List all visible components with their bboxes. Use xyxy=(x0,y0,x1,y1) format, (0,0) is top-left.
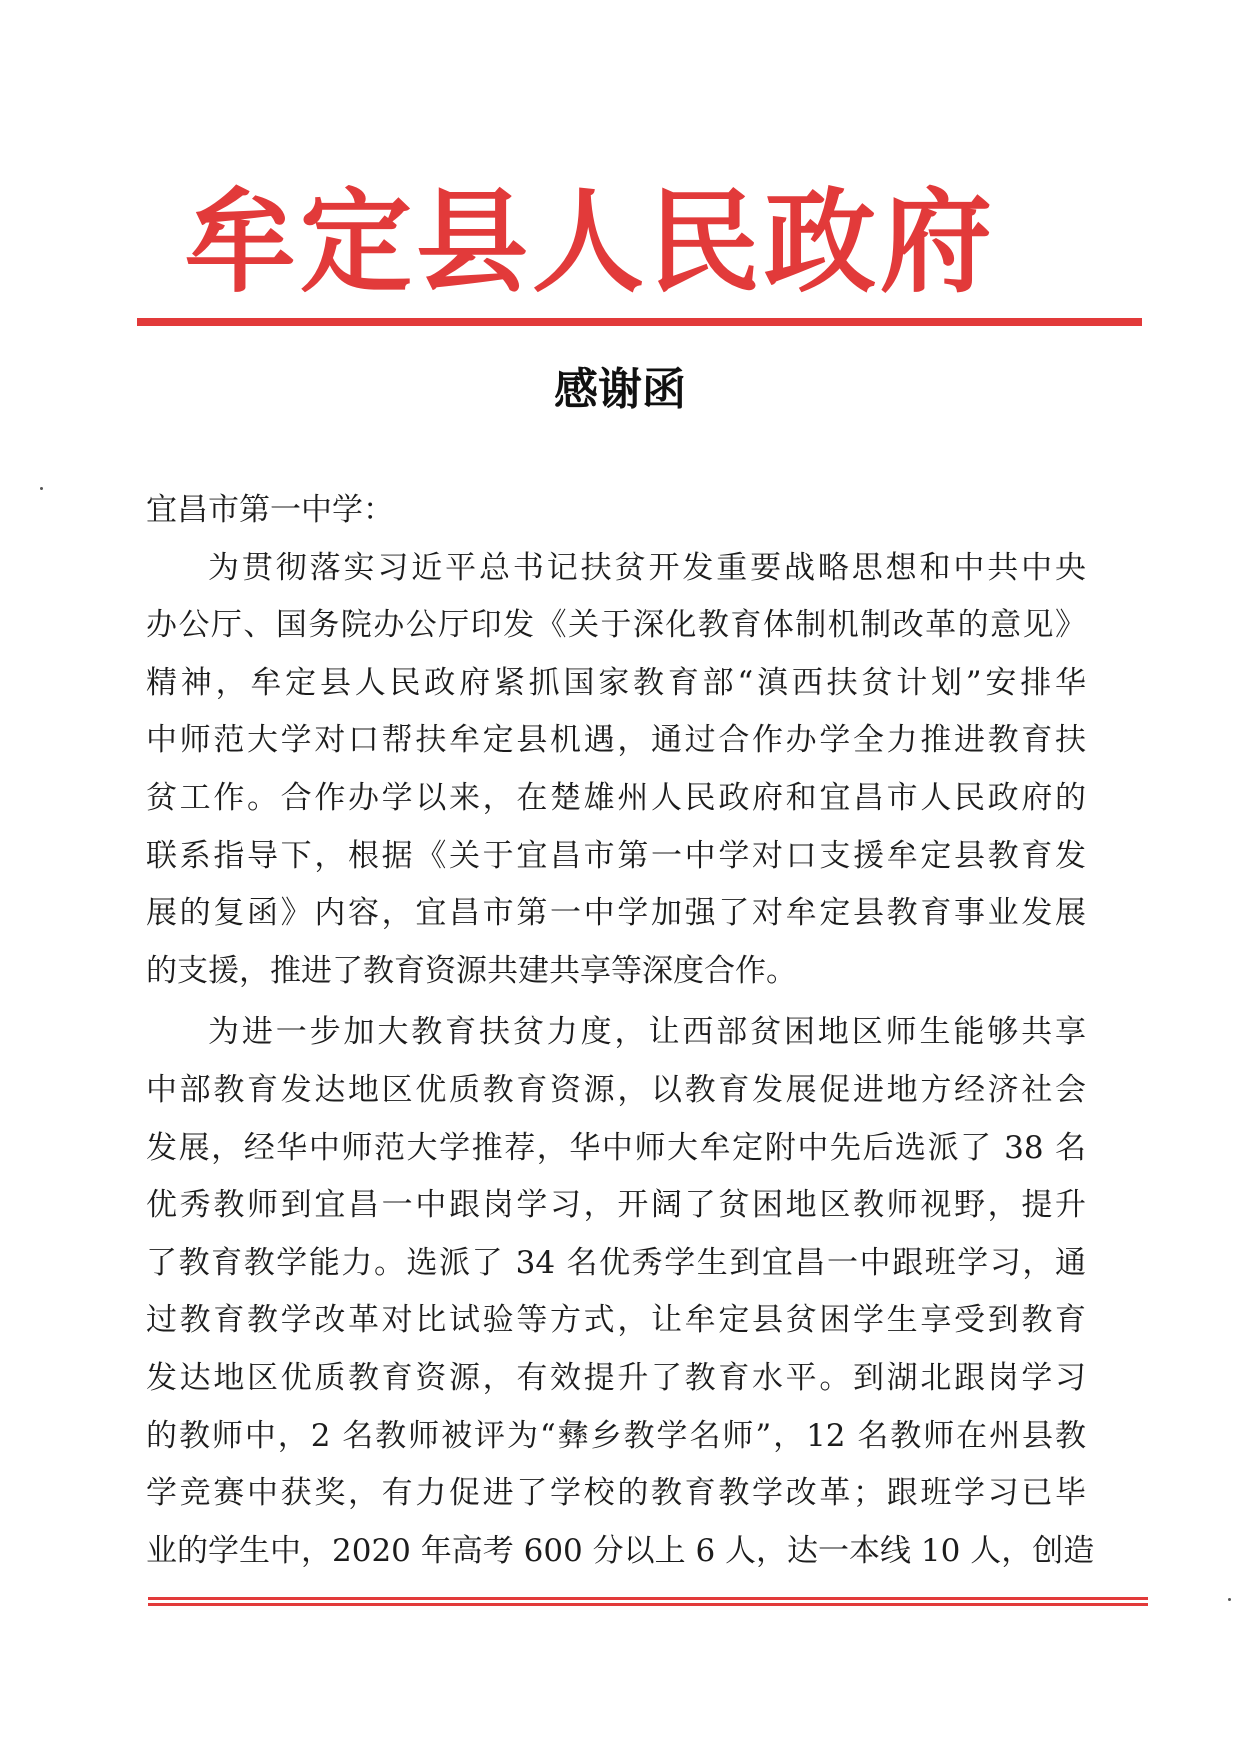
paragraph-line: 中部教育发达地区优质教育资源，以教育发展促进地方经济社会 xyxy=(146,1071,1086,1108)
paragraph-line: 为贯彻落实习近平总书记扶贫开发重要战略思想和中共中央 xyxy=(208,549,1086,586)
paragraph-line: 发达地区优质教育资源，有效提升了教育水平。到湖北跟岗学习 xyxy=(146,1359,1086,1396)
paragraph-line: 发展，经华中师范大学推荐，华中师大牟定附中先后选派了 38 名 xyxy=(146,1129,1086,1166)
scan-speck xyxy=(1228,1598,1231,1601)
paragraph-line: 办公厅、国务院办公厅印发《关于深化教育体制机制改革的意见》 xyxy=(146,607,1086,644)
footer-rule-line xyxy=(148,1597,1148,1600)
footer-rule-line xyxy=(148,1603,1148,1606)
paragraph-line: 联系指导下，根据《关于宜昌市第一中学对口支援牟定县教育发 xyxy=(146,837,1086,874)
paragraph-line: 的支援，推进了教育资源共建共享等深度合作。 xyxy=(146,952,797,989)
paragraph-line: 了教育教学能力。选派了 34 名优秀学生到宜昌一中跟班学习，通 xyxy=(146,1244,1086,1281)
issuer-masthead: 牟定县人民政府 xyxy=(184,177,996,308)
paragraph-line: 中师范大学对口帮扶牟定县机遇，通过合作办学全力推进教育扶 xyxy=(146,722,1086,759)
paragraph-line: 过教育教学改革对比试验等方式，让牟定县贫困学生享受到教育 xyxy=(146,1302,1086,1339)
paragraph-line: 贫工作。合作办学以来，在楚雄州人民政府和宜昌市人民政府的 xyxy=(146,779,1086,816)
paragraph-1 xyxy=(146,540,1086,1001)
red-header-rule xyxy=(137,318,1142,326)
paragraph-line: 业的学生中，2020 年高考 600 分以上 6 人，达一本线 10 人，创造 xyxy=(146,1532,1095,1569)
letter-body xyxy=(146,482,1095,1580)
paragraph-line: 精神，牟定县人民政府紧抓国家教育部“滇西扶贫计划”安排华 xyxy=(146,664,1086,701)
paragraph-2 xyxy=(146,1004,1095,1580)
paragraph-line: 展的复函》内容，宜昌市第一中学加强了对牟定县教育事业发展 xyxy=(146,895,1086,932)
paragraph-line: 学竞赛中获奖，有力促进了学校的教育教学改革；跟班学习已毕 xyxy=(146,1475,1086,1512)
paragraph-line: 优秀教师到宜昌一中跟岗学习，开阔了贫困地区教师视野，提升 xyxy=(146,1187,1086,1224)
paragraph-line: 的教师中，2 名教师被评为“彝乡教学名师”，12 名教师在州县教 xyxy=(146,1417,1086,1454)
red-footer-rule xyxy=(148,1597,1148,1607)
scan-speck xyxy=(40,487,43,490)
document-title: 感谢函 xyxy=(554,364,686,415)
salutation: 宜昌市第一中学： xyxy=(146,492,394,528)
paragraph-line: 为进一步加大教育扶贫力度，让西部贫困地区师生能够共享 xyxy=(208,1014,1086,1051)
